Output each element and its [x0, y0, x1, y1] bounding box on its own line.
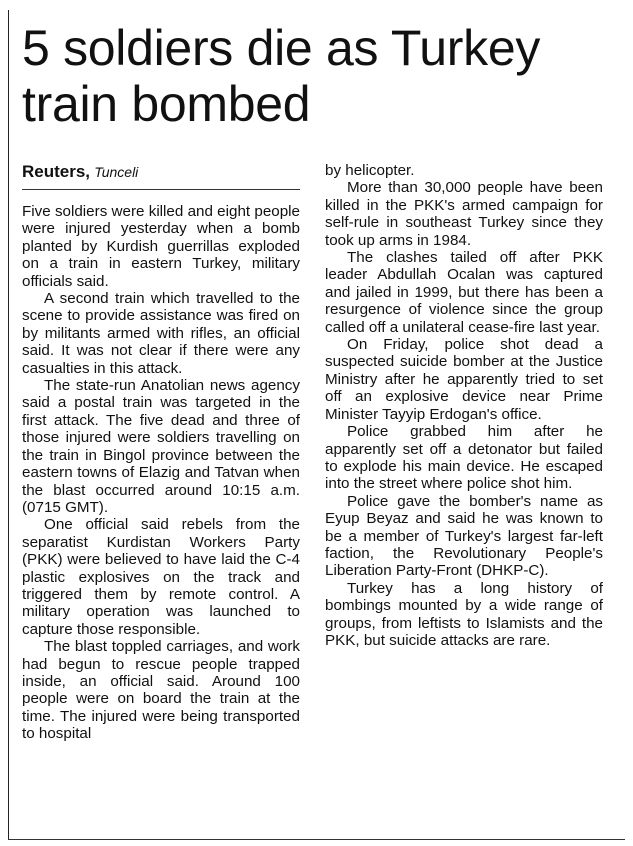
paragraph: Five soldiers were killed and eight people were injured yesterday when a bomb planted by Kurdish guerrillas exploded on a train in eastern Turkey, military officials said.	[22, 203, 300, 290]
article-column-left	[22, 203, 300, 743]
paragraph: The clashes tailed off after PKK leader Abdullah Ocalan was captured and jailed in 1999, but there has been a resurgence of violence since the group called off a unilateral cease-fire last year.	[325, 249, 603, 336]
byline-agency: Reuters,	[22, 162, 91, 181]
byline-divider	[22, 189, 300, 190]
byline-location: Tunceli	[94, 164, 139, 180]
article-column-right	[325, 162, 603, 649]
paragraph: The state-run Anatolian news agency said a postal train was targeted in the first attack. The five dead and three of those injured were soldiers travelling on the train in Bingol province between the eastern towns of Elazig and Tatvan when the blast occurred around 10:15 a.m. (0715 GMT).	[22, 377, 300, 516]
paragraph: A second train which travelled to the scene to provide assistance was fired on by militants armed with rifles, an official said. It was not clear if there were any casualties in this attack.	[22, 290, 300, 377]
paragraph: On Friday, police shot dead a suspected suicide bomber at the Justice Ministry after he apparently tried to set off an explosive device near Prime Minister Tayyip Erdogan's office.	[325, 336, 603, 423]
paragraph: by helicopter.	[325, 162, 415, 179]
paragraph: Turkey has a long history of bombings mounted by a wide range of groups, from leftists to Islamists and the PKK, but suicide attacks are rare.	[325, 579, 603, 649]
paragraph: Police grabbed him after he apparently set off a detonator but failed to explode his main device. He escaped into the street where police shot him.	[325, 423, 603, 493]
paragraph: Police gave the bomber's name as Eyup Beyaz and said he was known to be a member of Turkey's largest far-left faction, the Revolutionary People's Liberation Party-Front (DHKP-C).	[325, 492, 603, 580]
left-column-rule	[8, 10, 9, 840]
paragraph: One official said rebels from the separatist Kurdistan Workers Party (PKK) were believed to have laid the C-4 plastic explosives on the track and triggered them by remote control. A military operation was launched to capture those responsible.	[22, 516, 300, 638]
paragraph: More than 30,000 people have been killed in the PKK's armed campaign for self-rule in southeast Turkey since they took up arms in 1984.	[325, 179, 603, 249]
byline	[22, 163, 300, 182]
paragraph: The blast toppled carriages, and work had begun to rescue people trapped inside, an official said. Around 100 people were on board the train at the time. The injured were being transported to hospital	[22, 638, 300, 743]
bottom-rule	[8, 839, 625, 840]
headline: 5 soldiers die as Turkey train bombed	[22, 20, 541, 132]
